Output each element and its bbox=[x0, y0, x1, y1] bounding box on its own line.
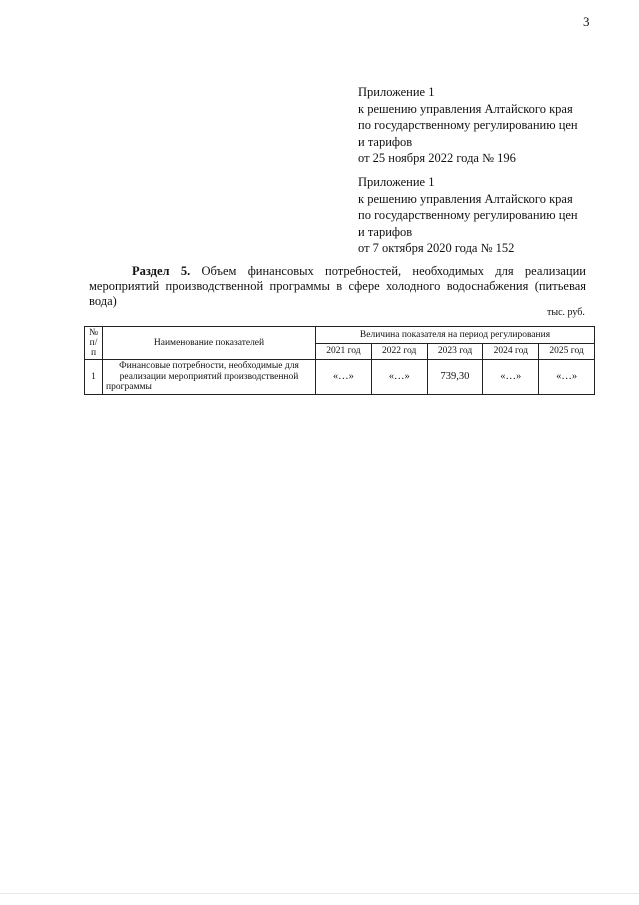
units-label: тыс. руб. bbox=[547, 307, 585, 318]
row-number: 1 bbox=[85, 360, 103, 395]
appendix-line: Приложение 1 bbox=[358, 175, 435, 189]
appendix-header-current bbox=[358, 84, 608, 167]
header-year: 2023 год bbox=[427, 343, 483, 360]
row-value: «…» bbox=[539, 360, 595, 395]
scan-edge-line bbox=[0, 893, 639, 894]
appendix-line: по государственному регулированию цен bbox=[358, 118, 578, 132]
header-year: 2022 год bbox=[371, 343, 427, 360]
row-value: «…» bbox=[316, 360, 372, 395]
page-number: 3 bbox=[583, 14, 590, 29]
header-name: Наименование показателей bbox=[103, 327, 316, 360]
row-value: «…» bbox=[371, 360, 427, 395]
appendix-line: к решению управления Алтайского края bbox=[358, 101, 573, 116]
header-year: 2025 год bbox=[539, 343, 595, 360]
indicators-table bbox=[84, 326, 595, 395]
header-period: Величина показателя на период регулирования bbox=[316, 327, 595, 344]
section-text: Объем финансовых потребностей, необходимых для реализации мероприятий производственной программы в сфере холодного водоснабжения (питьевая вода) bbox=[89, 264, 586, 308]
appendix-line: к решению управления Алтайского края bbox=[358, 191, 573, 206]
section-title bbox=[89, 264, 586, 309]
appendix-line: от 25 ноября 2022 года № 196 bbox=[358, 151, 516, 165]
row-name: Финансовые потребности, необходимые для реализации мероприятий производственной программы bbox=[103, 360, 316, 395]
header-year: 2021 год bbox=[316, 343, 372, 360]
header-year: 2024 год bbox=[483, 343, 539, 360]
appendix-line: и тарифов bbox=[358, 224, 413, 239]
appendix-line: Приложение 1 bbox=[358, 85, 435, 99]
appendix-line: и тарифов bbox=[358, 134, 413, 149]
table-row bbox=[85, 360, 595, 395]
appendix-header-original bbox=[358, 174, 608, 257]
row-value: 739,30 bbox=[427, 360, 483, 395]
section-label: Раздел 5. bbox=[132, 264, 191, 278]
row-value: «…» bbox=[483, 360, 539, 395]
appendix-line: от 7 октября 2020 года № 152 bbox=[358, 241, 515, 255]
table-header-row bbox=[85, 327, 595, 344]
appendix-line: по государственному регулированию цен bbox=[358, 208, 578, 222]
header-number: № п/п bbox=[85, 327, 103, 360]
